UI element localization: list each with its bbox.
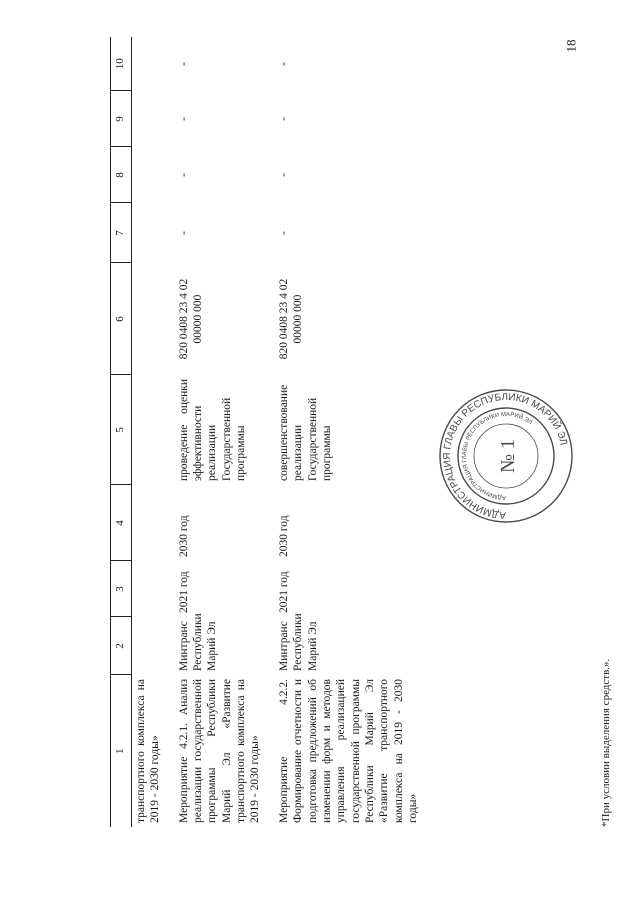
continuation-text: транспортного комплекса на 2019 - 2030 годы» xyxy=(134,679,162,823)
kbk-cell: 820 0408 23 4 02 00000 000 xyxy=(277,278,305,360)
column-number: 1 xyxy=(111,675,132,827)
column-number: 2 xyxy=(111,617,132,675)
seal-number: № 1 xyxy=(497,438,519,474)
column-number: 7 xyxy=(111,203,132,263)
result-cell: совершенствование реализации Государственной программы xyxy=(277,384,333,481)
column-number: 4 xyxy=(111,485,132,561)
end-cell: 2030 год xyxy=(177,515,190,557)
table-row xyxy=(165,37,265,827)
column-number: 10 xyxy=(111,37,132,91)
column-number: 9 xyxy=(111,91,132,147)
table-row xyxy=(265,37,423,827)
measures-table xyxy=(110,37,423,827)
executor-cell: Минтранс Республики Марий Эл xyxy=(177,613,219,671)
value-cell: - xyxy=(277,173,290,177)
column-number: 8 xyxy=(111,147,132,203)
value-cell: - xyxy=(177,62,190,66)
result-cell: проведение оценки эффективности реализации Государственной программы xyxy=(177,379,247,481)
value-cell: - xyxy=(277,117,290,121)
end-cell: 2030 год xyxy=(277,515,290,557)
seal-inner-text: АДМИНИСТРАЦИЯ ГЛАВЫ РЕСПУБЛИКИ МАРИЙ ЭЛ xyxy=(461,411,533,501)
measure-cell: Мероприятие 4.2.1. Анализ реализации государственной программы Республики Марий Эл «Развитие транспортного комплекса на 2019 - 2030 годы» xyxy=(177,679,262,823)
value-cell: - xyxy=(177,231,190,235)
column-number-row xyxy=(111,37,132,827)
footnote: *При условии выделения средств.». xyxy=(600,658,612,827)
value-cell: - xyxy=(177,117,190,121)
column-number: 6 xyxy=(111,263,132,375)
value-cell: - xyxy=(177,173,190,177)
measure-cell: Мероприятие 4.2.2. Формирование отчетности и подготовка предложений об изменении форм и методов управления реализацией государственной программы Республики Марий Эл «Развитие транспортного комплекса на 2019 - 2030 годы» xyxy=(277,679,420,823)
column-number: 5 xyxy=(111,375,132,485)
column-number: 3 xyxy=(111,561,132,617)
value-cell: - xyxy=(277,231,290,235)
page-number: 18 xyxy=(563,39,579,53)
kbk-cell: 820 0408 23 4 02 00000 000 xyxy=(177,278,204,360)
table-row xyxy=(131,37,164,827)
value-cell: - xyxy=(277,62,290,66)
official-seal xyxy=(438,388,574,524)
executor-cell: Минтранс Республики Марий Эл xyxy=(277,613,319,671)
seal-outer-text: АДМИНИСТРАЦИЯ ГЛАВЫ РЕСПУБЛИКИ МАРИЙ ЭЛ xyxy=(441,391,569,521)
start-cell: 2021 год xyxy=(277,571,290,613)
start-cell: 2021 год xyxy=(177,571,190,613)
